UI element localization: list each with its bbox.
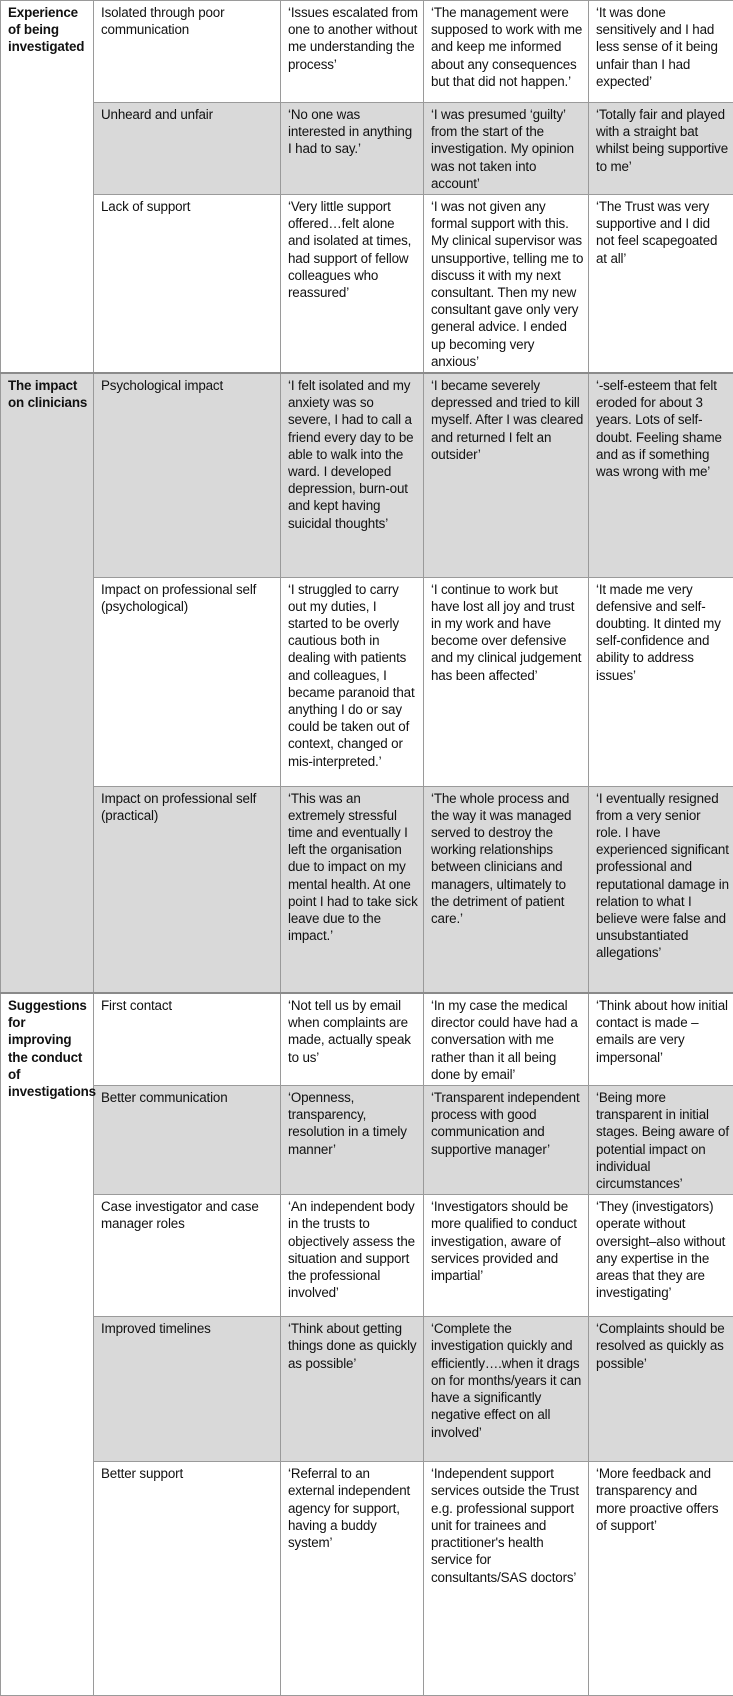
subtheme-cell: Better communication	[94, 1086, 281, 1195]
table-row	[1, 195, 733, 374]
table-row	[1, 1317, 733, 1462]
quote-cell: ‘Investigators should be more qualified to conduct investigation, aware of services provided and impartial’	[424, 1195, 589, 1317]
quote-cell: ‘I eventually resigned from a very senior role. I have experienced significant professional and reputational damage in relation to what I believe were false and unsubstantiated allegations’	[589, 786, 733, 993]
quote-cell: ‘The Trust was very supportive and I did not feel scapegoated at all’	[589, 195, 733, 374]
subtheme-cell: Better support	[94, 1462, 281, 1696]
quote-cell: ‘This was an extremely stressful time and eventually I left the organisation due to impact on my mental health. At one point I had to take sick leave due to the impact.’	[281, 786, 424, 993]
quote-cell: ‘Think about getting things done as quickly as possible’	[281, 1317, 424, 1462]
subtheme-cell: Lack of support	[94, 195, 281, 374]
table-row	[1, 993, 733, 1086]
subtheme-cell: First contact	[94, 993, 281, 1086]
theme-cell: Suggestions for improving the conduct of investigations	[1, 993, 94, 1696]
quote-cell: ‘I became severely depressed and tried to kill myself. After I was cleared and returned I felt an outsider’	[424, 373, 589, 577]
quote-cell: ‘The management were supposed to work with me and keep me informed about any consequences but that did not happen.’	[424, 1, 589, 103]
quote-cell: ‘Openness, transparency, resolution in a timely manner’	[281, 1086, 424, 1195]
subtheme-cell: Unheard and unfair	[94, 103, 281, 195]
quote-cell: ‘The whole process and the way it was managed served to destroy the working relationships between clinicians and managers, ultimately to the detriment of patient care.’	[424, 786, 589, 993]
table-row	[1, 1462, 733, 1696]
quote-cell: ‘No one was interested in anything I had to say.’	[281, 103, 424, 195]
quote-cell: ‘Referral to an external independent agency for support, having a buddy system’	[281, 1462, 424, 1696]
quote-cell: ‘It was done sensitively and I had less sense of it being unfair than I had expected’	[589, 1, 733, 103]
quote-cell: ‘It made me very defensive and self-doubting. It dinted my self-confidence and ability to address issues’	[589, 577, 733, 786]
quote-cell: ‘Think about how initial contact is made –emails are very impersonal’	[589, 993, 733, 1086]
quote-cell: ‘Complaints should be resolved as quickly as possible’	[589, 1317, 733, 1462]
quote-cell: ‘Complete the investigation quickly and efficiently….when it drags on for months/years it can have a significantly negative effect on all involved’	[424, 1317, 589, 1462]
quote-cell: ‘Very little support offered…felt alone and isolated at times, had support of fellow colleagues who reassured’	[281, 195, 424, 374]
quote-cell: ‘Transparent independent process with good communication and supportive manager’	[424, 1086, 589, 1195]
quote-cell: ‘-self-esteem that felt eroded for about 3 years. Lots of self-doubt. Feeling shame and as if something was wrong with me’	[589, 373, 733, 577]
quote-cell: ‘More feedback and transparency and more proactive offers of support’	[589, 1462, 733, 1696]
table-row	[1, 373, 733, 577]
theme-cell: The impact on clinicians	[1, 373, 94, 993]
subtheme-cell: Psychological impact	[94, 373, 281, 577]
quote-cell: ‘Totally fair and played with a straight bat whilst being supportive to me’	[589, 103, 733, 195]
table-row	[1, 786, 733, 993]
quote-cell: ‘Being more transparent in initial stages. Being aware of potential impact on individual circumstances’	[589, 1086, 733, 1195]
quote-cell: ‘I struggled to carry out my duties, I started to be overly cautious both in dealing with patients and colleagues, I became paranoid that anything I do or say could be taken out of context, changed or mis-interpreted.’	[281, 577, 424, 786]
quote-cell: ‘Not tell us by email when complaints are made, actually speak to us’	[281, 993, 424, 1086]
table-row	[1, 1195, 733, 1317]
quote-cell: ‘I felt isolated and my anxiety was so severe, I had to call a friend every day to be able to walk into the ward. I developed depression, burn-out and kept having suicidal thoughts’	[281, 373, 424, 577]
table-row	[1, 1, 733, 103]
table-row	[1, 1086, 733, 1195]
theme-cell: Experience of being investigated	[1, 1, 94, 374]
table-row	[1, 103, 733, 195]
quote-cell: ‘I was presumed ‘guilty’ from the start of the investigation. My opinion was not taken into account’	[424, 103, 589, 195]
quote-cell: ‘I was not given any formal support with this. My clinical supervisor was unsupportive, telling me to discuss it with my next consultant. Then my new consultant gave only very general advice. I ended up becoming very anxious’	[424, 195, 589, 374]
quote-cell: ‘They (investigators) operate without oversight–also without any expertise in the areas that they are investigating’	[589, 1195, 733, 1317]
quote-cell: ‘Independent support services outside the Trust e.g. professional support unit for trainees and practitioner's health service for consultants/SAS doctors’	[424, 1462, 589, 1696]
quote-cell: ‘Issues escalated from one to another without me understanding the process’	[281, 1, 424, 103]
subtheme-cell: Isolated through poor communication	[94, 1, 281, 103]
quote-cell: ‘I continue to work but have lost all joy and trust in my work and have become over defensive and my clinical judgement has been affected’	[424, 577, 589, 786]
subtheme-cell: Improved timelines	[94, 1317, 281, 1462]
quote-cell: ‘In my case the medical director could have had a conversation with me rather than it all being done by email’	[424, 993, 589, 1086]
table-row	[1, 577, 733, 786]
subtheme-cell: Case investigator and case manager roles	[94, 1195, 281, 1317]
subtheme-cell: Impact on professional self (practical)	[94, 786, 281, 993]
subtheme-cell: Impact on professional self (psychological)	[94, 577, 281, 786]
quote-cell: ‘An independent body in the trusts to objectively assess the situation and support the professional involved’	[281, 1195, 424, 1317]
